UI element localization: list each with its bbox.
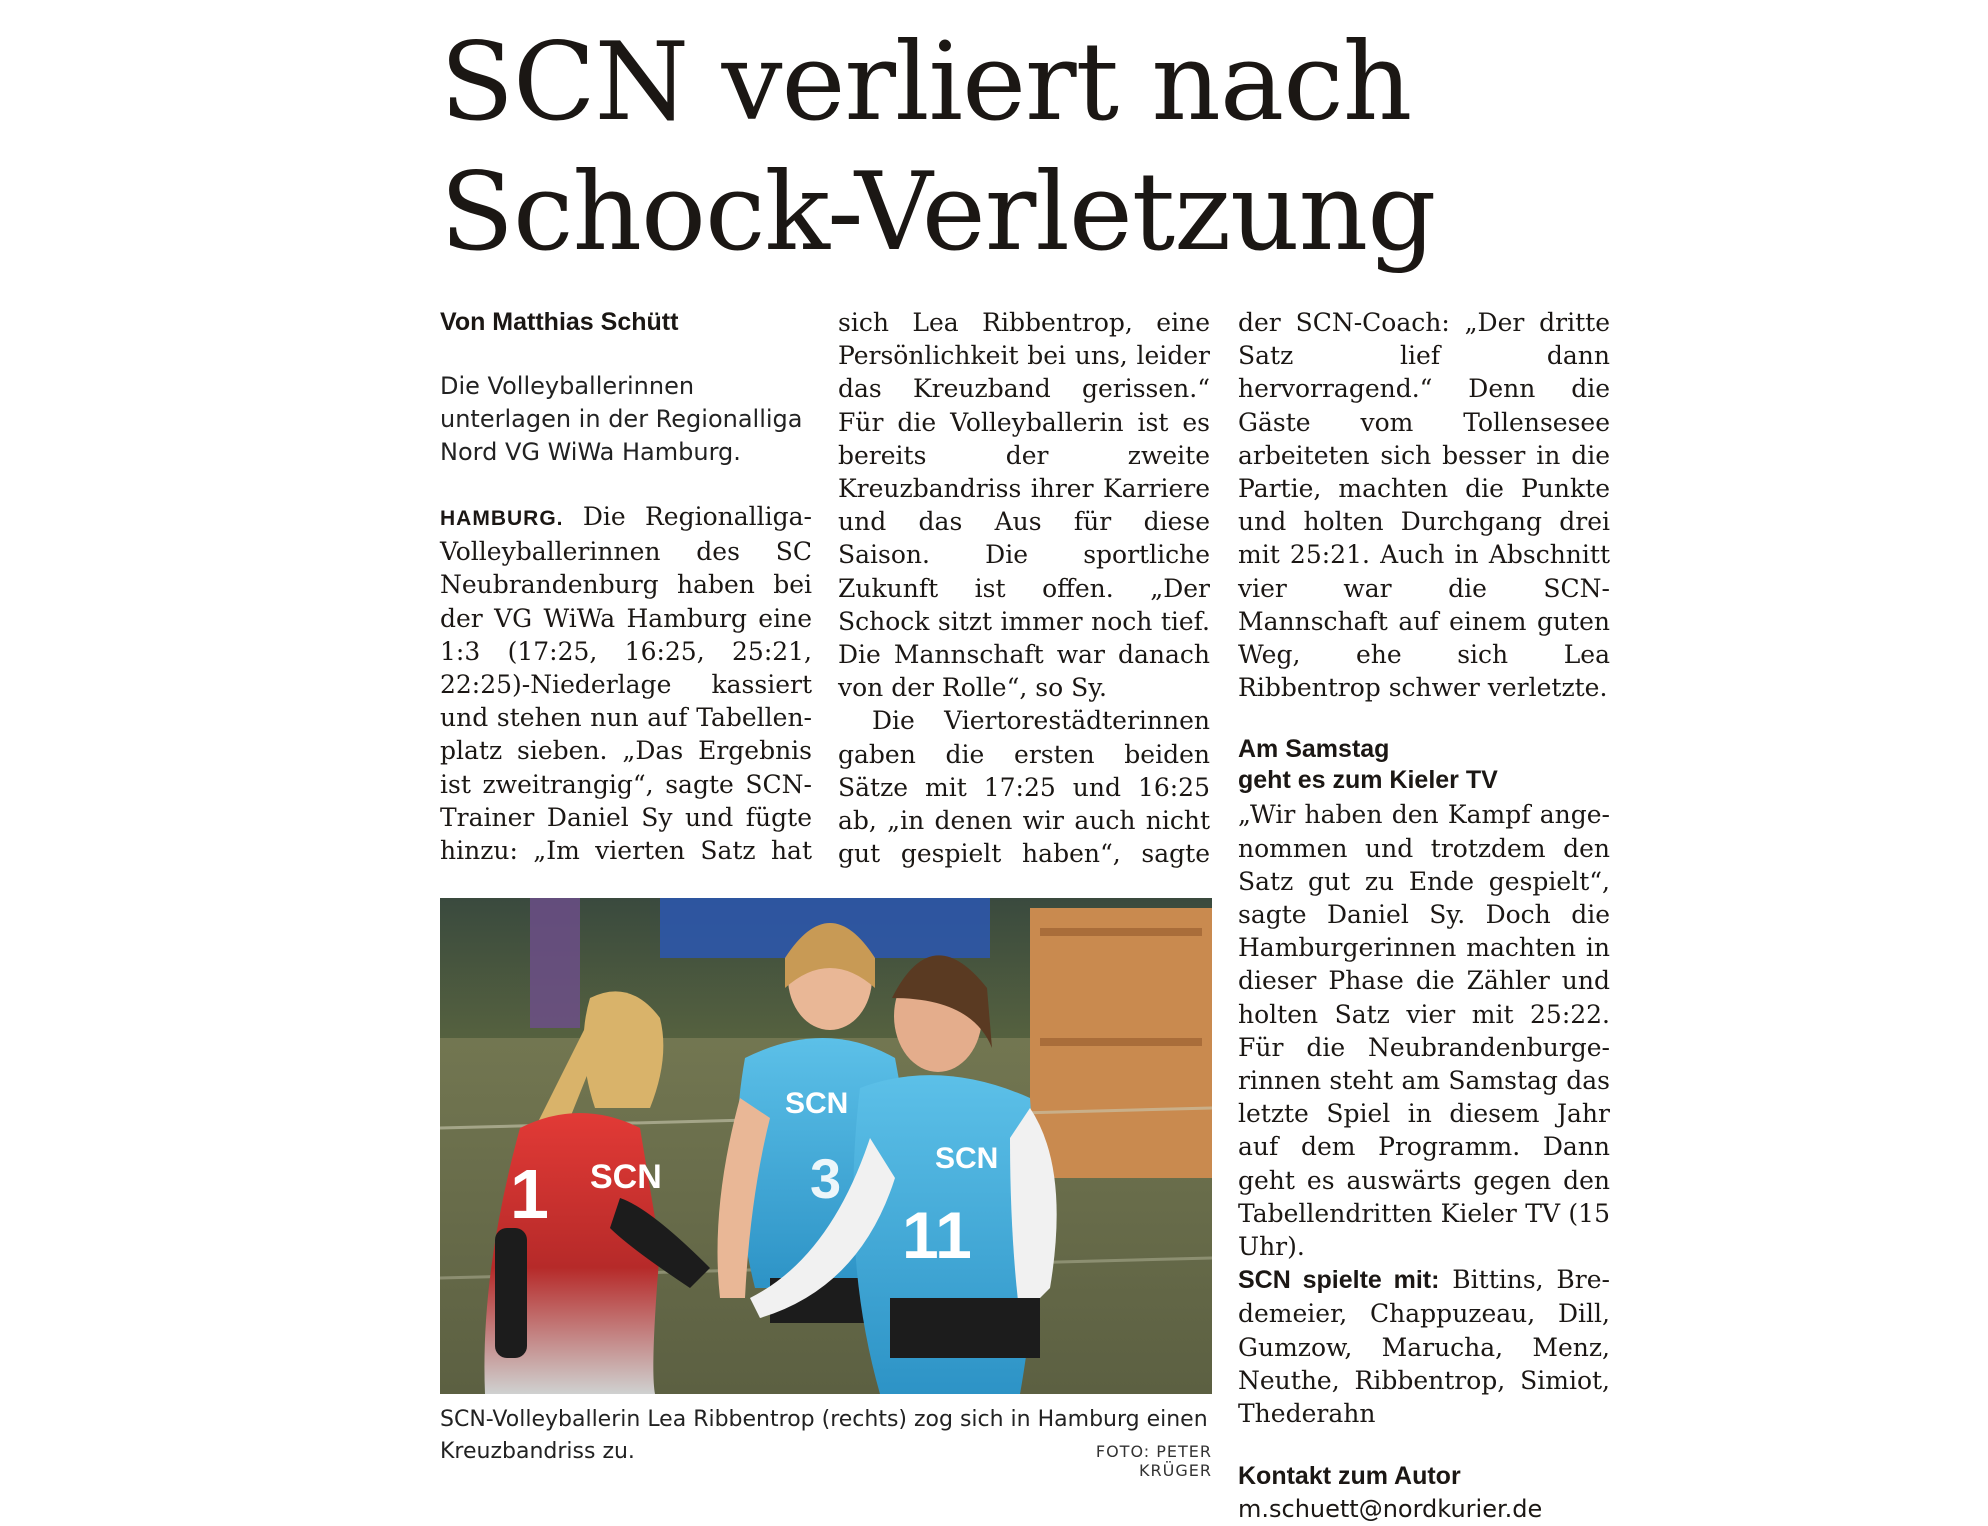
headline-line-2: Schock-Verletzung (440, 150, 1436, 275)
paragraph-3: „Wir haben den Kampf angenommen und trotzdem den Satz gut zu Ende gespielt“, sagte Daniel Sy. Doch die Hamburgerinnen machten in dieser Phase die Zähler und holten Satz vier mit 25:22. Für die Neubrandenburgerinnen steht am Samstag das letzte Spiel in diesem Jahr auf dem Programm. Dann geht es auswärts gegen den Tabellendritten Kieler TV (15 Uhr). (1238, 800, 1610, 1262)
text-run: Die Viertorestädterinnen gaben die ersten beiden Sätze mit 17:25 und 16:25 ab, „in denen wir auch nicht gut gespielt haben“, sagte (838, 706, 1210, 869)
paragraph-2 (838, 704, 1210, 870)
jersey-number-right: 11 (902, 1198, 972, 1272)
headline-line-1: SCN verliert nach (440, 20, 1412, 145)
article-column-1 (440, 306, 812, 867)
photo-credit: FOTO: PETER KRÜGER (1095, 1442, 1212, 1480)
dateline: HAMBURG. (440, 507, 564, 530)
subheading-line-2: geht es zum Kieler TV (1238, 766, 1498, 795)
jersey-text-right: SCN (935, 1142, 999, 1175)
jersey-text-middle: SCN (785, 1087, 849, 1120)
jersey-number-left: 1 (510, 1155, 549, 1233)
photo-caption: SCN-Volleyballerin Lea Ribbentrop (rechts) zog sich in Hamburg einen Kreuzbandriss zu. (440, 1407, 1208, 1464)
text-run: der SCN-Coach: „Der dritte Satz lief dann hervorragend.“ Denn die Gäste vom Tollensesee arbeiteten sich besser in die Partie, machten die Punkte und holten Durchgang drei mit 25:21. Auch in Abschnitt vier war die SCN-Mannschaft auf einem guten Weg, ehe sich Lea Ribbentrop schwer verletzte. (1238, 308, 1610, 703)
subheading-line-1: Am Samstag (1238, 735, 1390, 764)
teaser: Die Volleyballerinnen unterlagen in der Regionalliga Nord VG WiWa Hamburg. (440, 372, 803, 466)
paragraph-1-continued (838, 306, 1210, 704)
contact-label: Kontakt zum Autor (1238, 1462, 1461, 1491)
jersey-number-middle: 3 (810, 1147, 842, 1210)
subheading (1238, 734, 1610, 796)
lineup-label: SCN spielte mit: (1238, 1266, 1440, 1295)
contact-email[interactable]: m.schuett@nordkurier.de (1238, 1495, 1543, 1524)
volleyball-players-photo (440, 898, 1212, 1394)
article-column-2 (838, 306, 1210, 870)
lineup (1238, 1263, 1610, 1430)
jersey-text-left: SCN (590, 1158, 662, 1196)
paragraph-2-continued (1238, 306, 1610, 704)
paragraph-1-text: Die Regionalliga-Volleyballerinnen des SC Neubrandenburg haben bei der VG WiWa Hamburg eine 1:3 (17:25, 16:25, 25:21, 22:25)-Niederlage kassiert und stehen nun auf Tabellenplatz sieben. „Das Ergebnis ist zweitrangig“, sagte SCN-Trainer Daniel Sy und fügte hinzu: „Im vierten Satz hat (440, 502, 812, 866)
lineup-names: Bittins, Bredemeier, Chappuzeau, Dill, Gumzow, Marucha, Menz, Neuthe, Ribbentrop, Simiot, Thederahn (1238, 1265, 1610, 1429)
paragraph-1-text: sich Lea Ribbentrop, eine Persönlichkeit bei uns, leider das Kreuzband gerissen.“ Für die Volleyballerin ist es bereits der zweite Kreuzbandriss ihrer Karriere und das Aus für diese Saison. Die sportliche Zukunft ist offen. „Der Schock sitzt immer noch tief. Die Mannschaft war danach von der Rolle“, so Sy. (838, 308, 1210, 703)
headline (440, 18, 1640, 278)
paragraph-1 (440, 500, 812, 867)
article-photo (440, 898, 1212, 1394)
byline: Von Matthias Schütt (440, 308, 679, 336)
article-column-3 (1238, 306, 1610, 1526)
